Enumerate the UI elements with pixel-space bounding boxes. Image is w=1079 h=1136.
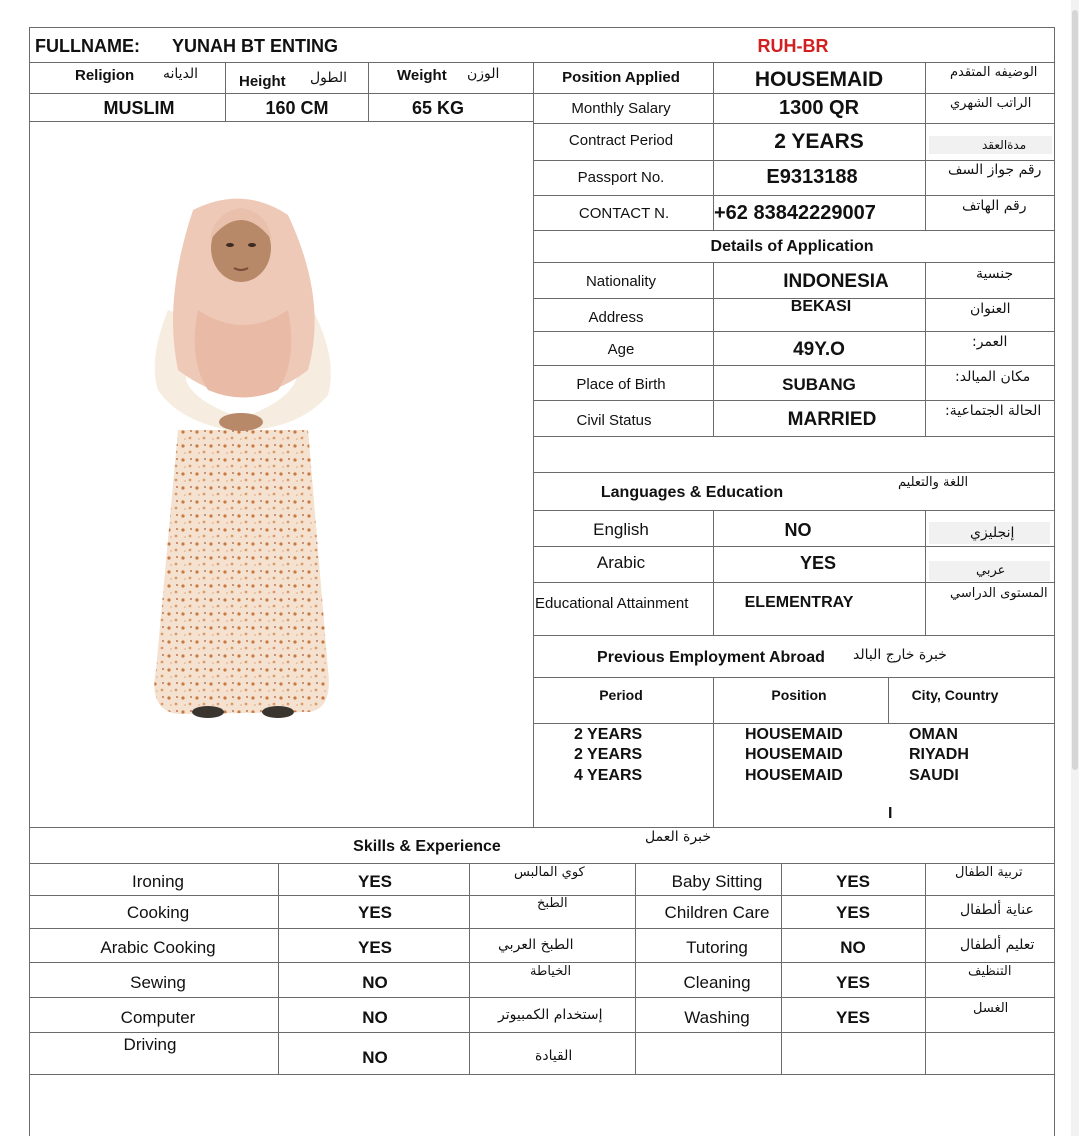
skill-label: Driving xyxy=(123,1035,177,1054)
age-ar: العمر: xyxy=(972,334,1008,350)
employment-period: 2 YEARS xyxy=(574,726,643,743)
employment-city: OMAN xyxy=(909,726,958,743)
skill-label: Ironing xyxy=(132,872,184,891)
skill-label: Computer xyxy=(120,1008,196,1027)
languages-title: Languages & Education xyxy=(600,484,784,501)
arabic-ar: عربي xyxy=(976,563,1006,578)
employment-position: HOUSEMAID xyxy=(745,726,843,743)
contact-label: CONTACT N. xyxy=(578,205,670,222)
nationality-ar: جنسية xyxy=(976,266,1014,282)
employment-position: HOUSEMAID xyxy=(745,746,843,763)
employment-title-ar: خبرة خارج البالد xyxy=(853,647,947,663)
skill-label: Cleaning xyxy=(683,973,751,992)
employment-city: SAUDI xyxy=(909,767,959,784)
place-of-birth-value: SUBANG xyxy=(782,375,856,394)
skill-label-ar: الطبخ العربي xyxy=(498,937,574,953)
page-scrollbar[interactable] xyxy=(1071,0,1079,1136)
skill-value: YES xyxy=(835,1008,871,1027)
skill-value: NO xyxy=(362,1008,388,1027)
position-applied-value: HOUSEMAID xyxy=(754,68,884,91)
skill-label-ar: الخياطة xyxy=(530,964,572,979)
height-value: 160 CM xyxy=(265,98,329,118)
address-label: Address xyxy=(588,309,644,326)
skill-label: Arabic Cooking xyxy=(100,938,216,957)
skill-label-ar: الطبخ xyxy=(537,896,568,911)
arabic-label: Arabic xyxy=(596,553,646,572)
english-ar: إنجليزي xyxy=(970,525,1015,541)
skill-value: NO xyxy=(362,1048,388,1067)
skill-label: Washing xyxy=(684,1008,750,1027)
skill-value: NO xyxy=(840,938,866,957)
scrollbar-thumb[interactable] xyxy=(1072,10,1078,770)
religion-label-ar: الديانه xyxy=(163,66,199,82)
employment-position: HOUSEMAID xyxy=(745,767,843,784)
place-of-birth-ar: مكان الميالد: xyxy=(955,369,1031,385)
skill-label: Sewing xyxy=(130,973,186,992)
skills-title-ar: خبرة العمل xyxy=(645,829,711,845)
contract-period-label: Contract Period xyxy=(568,132,674,149)
address-ar: العنوان xyxy=(970,301,1011,317)
religion-value: MUSLIM xyxy=(103,98,175,118)
employment-header-position: Position xyxy=(771,687,827,703)
english-label: English xyxy=(593,520,649,539)
skill-value: YES xyxy=(357,903,393,922)
weight-label: Weight xyxy=(397,67,447,84)
position-applied-label: Position Applied xyxy=(562,69,680,86)
age-value: 49Y.O xyxy=(793,339,845,360)
nationality-value: INDONESIA xyxy=(783,271,889,292)
education-label: Educational Attainment xyxy=(535,595,689,612)
position-applied-ar: الوضيفه المتقدم xyxy=(950,65,1038,80)
height-label-ar: الطول xyxy=(310,70,348,86)
contact-ar: رقم الهاتف xyxy=(962,198,1027,214)
employment-period: 2 YEARS xyxy=(574,746,643,763)
civil-status-label: Civil Status xyxy=(576,412,652,429)
monthly-salary-ar: الراتب الشهري xyxy=(950,96,1032,111)
skill-label-ar: التنظيف xyxy=(968,964,1012,979)
skill-label: Cooking xyxy=(126,903,190,922)
skill-label-ar: تعليم ألطفال xyxy=(960,937,1035,953)
employment-header-period: Period xyxy=(599,687,643,703)
nationality-label: Nationality xyxy=(585,273,657,290)
place-of-birth-label: Place of Birth xyxy=(576,376,666,393)
skill-value: NO xyxy=(362,973,388,992)
civil-status-value: MARRIED xyxy=(787,409,877,430)
skill-value: YES xyxy=(835,903,871,922)
contract-period-ar: مدةالعقد xyxy=(982,138,1027,152)
skill-label-ar: تربية الطفال xyxy=(955,865,1023,880)
skills-title: Skills & Experience xyxy=(353,838,501,855)
applicant-photo xyxy=(138,190,348,720)
monthly-salary-label: Monthly Salary xyxy=(571,100,671,117)
employment-period: 4 YEARS xyxy=(574,767,643,784)
weight-value: 65 KG xyxy=(411,98,465,118)
employment-header-city: City, Country xyxy=(911,687,999,703)
english-value: NO xyxy=(784,520,812,540)
contract-period-value: 2 YEARS xyxy=(774,130,864,153)
skill-value: YES xyxy=(835,973,871,992)
skill-label: Children Care xyxy=(664,903,770,922)
skill-label: Tutoring xyxy=(686,938,748,957)
reference-code: RUH-BR xyxy=(757,36,829,56)
fullname-value: YUNAH BT ENTING xyxy=(172,36,338,56)
height-label: Height xyxy=(239,73,286,90)
passport-label: Passport No. xyxy=(577,169,665,186)
skill-label: Baby Sitting xyxy=(671,872,763,891)
skill-value: YES xyxy=(357,872,393,891)
skill-label-ar: كوي المالبس xyxy=(514,865,585,880)
monthly-salary-value: 1300 QR xyxy=(778,97,860,119)
age-label: Age xyxy=(607,341,635,358)
passport-ar: رقم جواز السف xyxy=(948,162,1042,178)
address-value: BEKASI xyxy=(790,298,852,315)
employment-title: Previous Employment Abroad xyxy=(597,649,825,666)
skill-label-ar: إستخدام الكمبيوتر xyxy=(498,1007,603,1023)
contact-value: +62 83842229007 xyxy=(714,202,876,224)
text-cursor-mark: I xyxy=(888,805,893,822)
skill-value: YES xyxy=(357,938,393,957)
skill-label-ar: الغسل xyxy=(973,1001,1009,1016)
education-ar: المستوى الدراسي xyxy=(950,586,1048,601)
skill-label-ar: القيادة xyxy=(535,1048,573,1064)
fullname-label: FULLNAME: xyxy=(35,36,140,56)
skill-value: YES xyxy=(835,872,871,891)
details-title: Details of Application xyxy=(710,238,874,255)
weight-label-ar: الوزن xyxy=(467,66,500,82)
arabic-value: YES xyxy=(799,553,837,573)
religion-label: Religion xyxy=(75,67,135,84)
skill-label-ar: عناية ألطفال xyxy=(960,902,1034,918)
passport-value: E9313188 xyxy=(766,166,858,188)
languages-title-ar: اللغة والتعليم xyxy=(898,475,969,490)
civil-status-ar: الحالة الجتماعية: xyxy=(945,403,1042,419)
education-value: ELEMENTRAY xyxy=(744,594,854,611)
employment-city: RIYADH xyxy=(909,746,969,763)
